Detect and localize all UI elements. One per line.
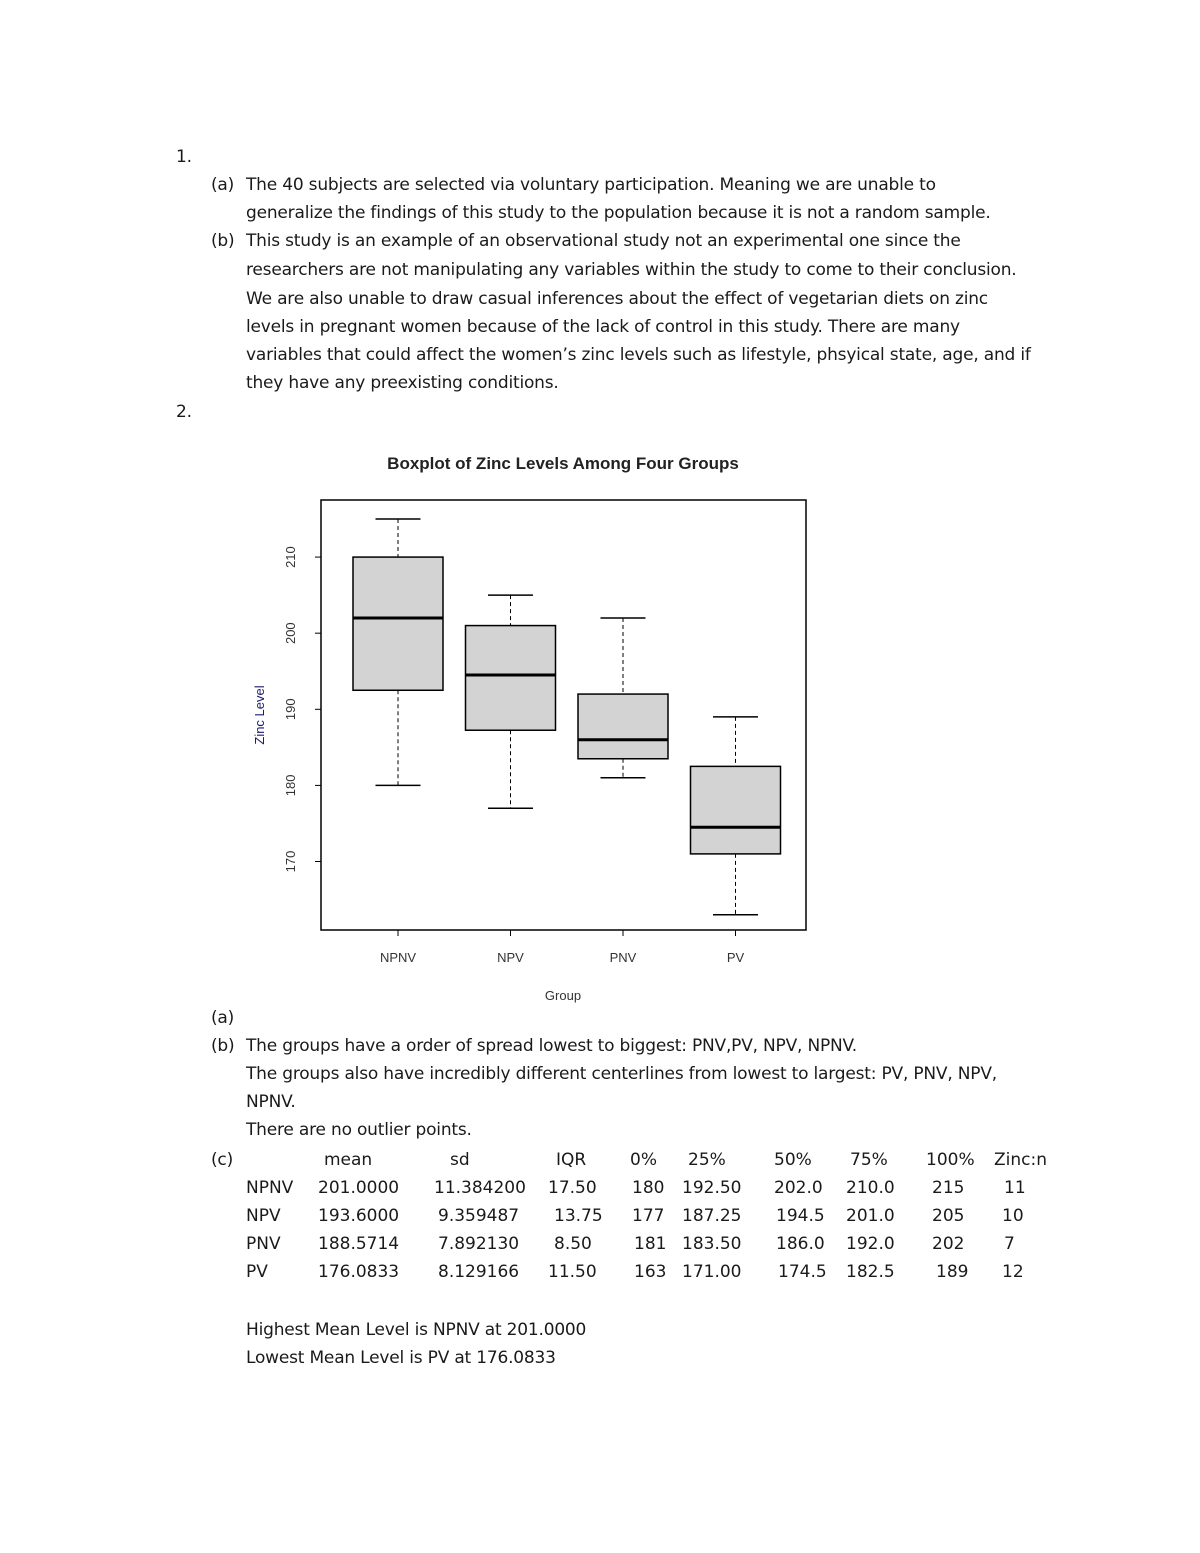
table-cell: 7.892130 <box>438 1234 520 1254</box>
table-cell: 201.0 <box>846 1206 895 1226</box>
table-cell: 188.5714 <box>318 1234 400 1254</box>
table-cell: 163 <box>634 1262 667 1282</box>
lowest-mean-text: Lowest Mean Level is PV at 176.0833 <box>246 1348 556 1368</box>
table-cell: 180 <box>632 1178 665 1198</box>
y-tick-label: 210 <box>283 546 298 568</box>
table-cell: 201.0000 <box>318 1178 400 1198</box>
row-label: NPNV <box>246 1178 294 1198</box>
table-cell: 11.50 <box>548 1262 597 1282</box>
column-header: 0% <box>630 1150 657 1170</box>
table-cell: 205 <box>932 1206 965 1226</box>
table-cell: 171.00 <box>682 1262 742 1282</box>
row-label: NPV <box>246 1206 281 1226</box>
table-cell: 11.384200 <box>434 1178 526 1198</box>
column-header: IQR <box>556 1150 587 1170</box>
q2-b-label: (b) <box>211 1036 235 1056</box>
x-axis <box>380 930 745 965</box>
iqr-box <box>353 557 443 690</box>
y-axis <box>283 546 321 872</box>
chart-title: Boxplot of Zinc Levels Among Four Groups <box>387 454 739 473</box>
q2-a-label: (a) <box>211 1008 235 1028</box>
table-header-row <box>246 1146 1064 1174</box>
table-cell: 192.0 <box>846 1234 895 1254</box>
header-blank <box>246 1146 304 1174</box>
highest-mean-text: Highest Mean Level is NPNV at 201.0000 <box>246 1320 587 1340</box>
table-cell: 174.5 <box>778 1262 827 1282</box>
y-tick-label: 190 <box>283 698 298 721</box>
table-cell: 182.5 <box>846 1262 895 1282</box>
q1-a-line-2: generalize the findings of this study to the population because it is not a random sample. <box>246 203 991 223</box>
q1-a-label: (a) <box>211 175 235 195</box>
boxes-layer <box>353 519 781 915</box>
box-pnv <box>578 618 668 778</box>
table-cell: 7 <box>1004 1234 1015 1254</box>
table-cell: 187.25 <box>682 1206 742 1226</box>
x-tick-label: PNV <box>609 950 637 965</box>
table-cell: 177 <box>632 1206 665 1226</box>
table-row <box>246 1174 1064 1202</box>
q2-b-line-4: There are no outlier points. <box>246 1120 472 1140</box>
q1-b-line-2: researchers are not manipulating any variables within the study to come to their conclusion. <box>246 260 1017 280</box>
y-tick-label: 200 <box>283 622 298 645</box>
column-header: Zinc:n <box>994 1150 1047 1170</box>
table-row <box>246 1202 1064 1230</box>
table-cell: 13.75 <box>554 1206 603 1226</box>
x-tick-label: NPV <box>497 950 524 965</box>
q2-b-line-3: NPNV. <box>246 1092 296 1112</box>
box-npv <box>466 595 556 808</box>
column-header: 75% <box>850 1150 888 1170</box>
table-cell: 210.0 <box>846 1178 895 1198</box>
table-cell: 192.50 <box>682 1178 742 1198</box>
table-cell: 11 <box>1004 1178 1026 1198</box>
row-label: PNV <box>246 1234 281 1254</box>
y-tick-label: 180 <box>283 774 298 797</box>
row-label: PV <box>246 1262 268 1282</box>
box-pv <box>691 717 781 915</box>
summary-stats-table <box>246 1146 1064 1286</box>
table-cell: 183.50 <box>682 1234 742 1254</box>
table-cell: 202 <box>932 1234 965 1254</box>
table-cell: 17.50 <box>548 1178 597 1198</box>
column-header: mean <box>324 1150 373 1170</box>
column-header: 100% <box>926 1150 975 1170</box>
y-tick-label: 170 <box>283 850 298 873</box>
q1-b-line-6: they have any preexisting conditions. <box>246 373 559 393</box>
column-header: sd <box>450 1150 470 1170</box>
zinc-boxplot-chart <box>230 440 850 1020</box>
q1-b-line-5: variables that could affect the women’s zinc levels such as lifestyle, phsyical state, age, and if <box>246 345 1031 365</box>
table-cell: 8.129166 <box>438 1262 520 1282</box>
column-header: 25% <box>688 1150 726 1170</box>
table-row <box>246 1258 1064 1286</box>
box-npnv <box>353 519 443 785</box>
table-cell: 12 <box>1002 1262 1024 1282</box>
column-header: 50% <box>774 1150 812 1170</box>
iqr-box <box>578 694 668 759</box>
x-axis-label: Group <box>544 988 582 1003</box>
table-cell: 8.50 <box>554 1234 592 1254</box>
q2-number: 2. <box>176 402 192 422</box>
table-cell: 202.0 <box>774 1178 823 1198</box>
iqr-box <box>466 626 556 731</box>
x-tick-label: NPNV <box>379 950 417 965</box>
q1-b-line-1: This study is an example of an observational study not an experimental one since the <box>246 231 961 251</box>
q1-b-line-3: We are also unable to draw casual inferences about the effect of vegetarian diets on zinc <box>246 289 988 309</box>
table-cell: 193.6000 <box>318 1206 400 1226</box>
y-axis-label: Zinc Level <box>252 685 267 745</box>
q2-b-line-1: The groups have a order of spread lowest to biggest: PNV,PV, NPV, NPNV. <box>246 1036 857 1056</box>
q2-c-label: (c) <box>211 1150 234 1170</box>
table-cell: 9.359487 <box>438 1206 520 1226</box>
q1-a-line-1: The 40 subjects are selected via voluntary participation. Meaning we are unable to <box>246 175 936 195</box>
table-row <box>246 1230 1064 1258</box>
table-cell: 194.5 <box>776 1206 825 1226</box>
q1-b-label: (b) <box>211 231 235 251</box>
table-cell: 189 <box>936 1262 969 1282</box>
table-cell: 10 <box>1002 1206 1024 1226</box>
q2-b-line-2: The groups also have incredibly different centerlines from lowest to largest: PV, PNV, NPV, <box>246 1064 997 1084</box>
table-cell: 181 <box>634 1234 667 1254</box>
table-cell: 176.0833 <box>318 1262 400 1282</box>
q1-number: 1. <box>176 147 192 167</box>
iqr-box <box>691 766 781 854</box>
table-cell: 186.0 <box>776 1234 825 1254</box>
q1-b-line-4: levels in pregnant women because of the lack of control in this study. There are many <box>246 317 960 337</box>
table-cell: 215 <box>932 1178 965 1198</box>
x-tick-label: PV <box>726 950 745 965</box>
